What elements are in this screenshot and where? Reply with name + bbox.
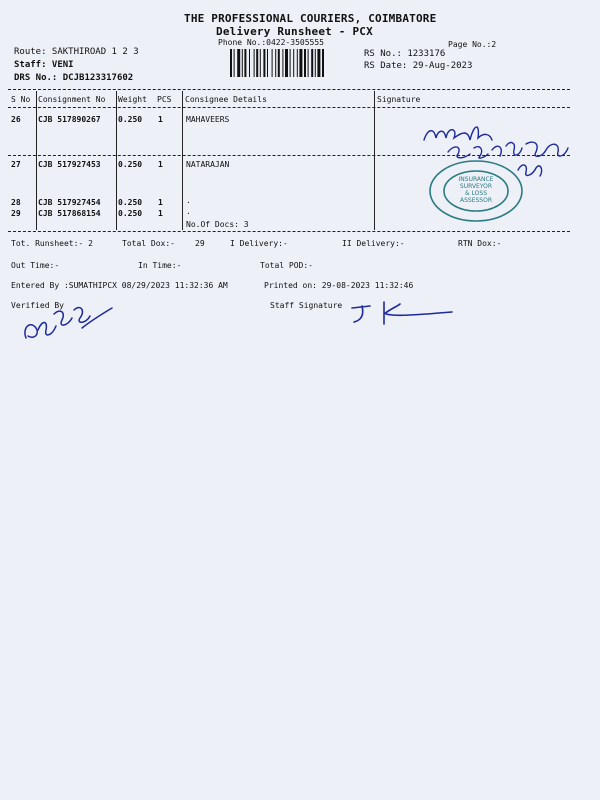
rs-date: RS Date: 29-Aug-2023 xyxy=(364,61,473,71)
header-sno: S No xyxy=(11,95,31,104)
barcode-bar xyxy=(244,49,246,77)
drs-number: DRS No.: DCJB123317602 xyxy=(14,73,134,83)
barcode-bar xyxy=(317,49,320,77)
row-pcs: 1 xyxy=(158,115,163,124)
out-time: Out Time:- xyxy=(11,261,60,270)
stamp-line: INSURANCE xyxy=(458,176,494,183)
barcode-bar xyxy=(311,49,313,77)
barcode-bar xyxy=(272,49,273,77)
barcode-bar xyxy=(260,49,261,77)
row-consignee: . xyxy=(186,196,191,205)
table-top-rule xyxy=(8,89,570,90)
document-title: Delivery Runsheet - PCX xyxy=(216,25,373,38)
header-consignment-no: Consignment No xyxy=(38,95,106,104)
column-divider xyxy=(374,91,375,230)
column-divider xyxy=(182,91,183,230)
verified-by-label: Verified By xyxy=(11,301,64,310)
barcode-bar xyxy=(322,49,324,77)
company-name: THE PROFESSIONAL COURIERS, COIMBATORE xyxy=(184,12,437,25)
barcode-bar xyxy=(293,49,294,77)
barcode-bar xyxy=(297,49,298,77)
barcode xyxy=(230,49,354,79)
barcode-bar xyxy=(230,49,232,77)
row-weight: 0.250 xyxy=(118,198,143,207)
barcode-bar xyxy=(290,49,291,77)
stamp-line: ASSESSOR xyxy=(459,197,493,204)
row-sno: 29 xyxy=(11,209,21,218)
in-time: In Time:- xyxy=(138,261,182,270)
page-number: Page No.:2 xyxy=(448,40,497,49)
row-sno: 27 xyxy=(11,160,21,169)
stamp-line: SURVEYOR xyxy=(459,183,493,190)
surveyor-stamp xyxy=(426,158,530,228)
barcode-bar xyxy=(242,49,243,77)
row-consignment: CJB 517927453 xyxy=(38,160,101,169)
table-bottom-rule xyxy=(8,231,570,232)
total-dox-value: 29 xyxy=(195,239,205,248)
row-weight: 0.250 xyxy=(118,115,143,124)
table-header-rule xyxy=(8,107,570,108)
barcode-bar xyxy=(263,49,265,77)
staff-signature-label: Staff Signature xyxy=(270,301,343,310)
row-weight: 0.250 xyxy=(118,160,143,169)
barcode-bar xyxy=(256,49,258,77)
phone-number: Phone No.:0422-3505555 xyxy=(218,38,324,47)
column-divider xyxy=(116,91,117,230)
barcode-bar xyxy=(285,49,288,77)
staff-signature xyxy=(348,298,458,328)
docs-count: No.Of Docs: 3 xyxy=(186,220,249,229)
barcode-bar xyxy=(275,49,276,77)
row-consignment: CJB 517927454 xyxy=(38,198,101,207)
row-pcs: 1 xyxy=(158,160,163,169)
row-sno: 28 xyxy=(11,198,21,207)
barcode-bar xyxy=(234,49,235,77)
row-sno: 26 xyxy=(11,115,21,124)
row-consignee: MAHAVEERS xyxy=(186,115,230,124)
total-pod: Total POD:- xyxy=(260,261,313,270)
row-pcs: 1 xyxy=(158,198,163,207)
stamp-line: & LOSS xyxy=(464,190,488,197)
barcode-bar xyxy=(282,49,283,77)
route-label: Route: SAKTHIROAD 1 2 3 xyxy=(14,47,139,57)
barcode-bar xyxy=(308,49,309,77)
ii-delivery: II Delivery:- xyxy=(342,239,405,248)
total-runsheet: Tot. Runsheet:- 2 xyxy=(11,239,93,248)
row-weight: 0.250 xyxy=(118,209,143,218)
rs-number: RS No.: 1233176 xyxy=(364,49,446,59)
barcode-bar xyxy=(278,49,280,77)
row-consignee: . xyxy=(186,207,191,216)
printed-on: Printed on: 29-08-2023 11:32:46 xyxy=(264,281,414,290)
header-weight: Weight xyxy=(118,95,147,104)
row-consignment: CJB 517890267 xyxy=(38,115,101,124)
barcode-bar xyxy=(315,49,316,77)
barcode-bar xyxy=(304,49,306,77)
total-dox-label: Total Dox:- xyxy=(122,239,175,248)
barcode-bar xyxy=(299,49,302,77)
barcode-bar xyxy=(249,49,250,77)
verifier-signature xyxy=(16,300,116,344)
barcode-bar xyxy=(254,49,255,77)
barcode-bar xyxy=(267,49,268,77)
header-consignee-details: Consignee Details xyxy=(185,95,267,104)
i-delivery: I Delivery:- xyxy=(230,239,288,248)
staff-label: Staff: VENI xyxy=(14,60,74,70)
row-consignee: NATARAJAN xyxy=(186,160,230,169)
column-divider xyxy=(36,91,37,230)
header-pcs: PCS xyxy=(157,95,172,104)
row-pcs: 1 xyxy=(158,209,163,218)
rtn-dox: RTN Dox:- xyxy=(458,239,502,248)
barcode-bar xyxy=(237,49,240,77)
row-consignment: CJB 517868154 xyxy=(38,209,101,218)
entered-by: Entered By :SUMATHIPCX 08/29/2023 11:32:36 AM xyxy=(11,281,228,290)
header-signature: Signature xyxy=(377,95,421,104)
